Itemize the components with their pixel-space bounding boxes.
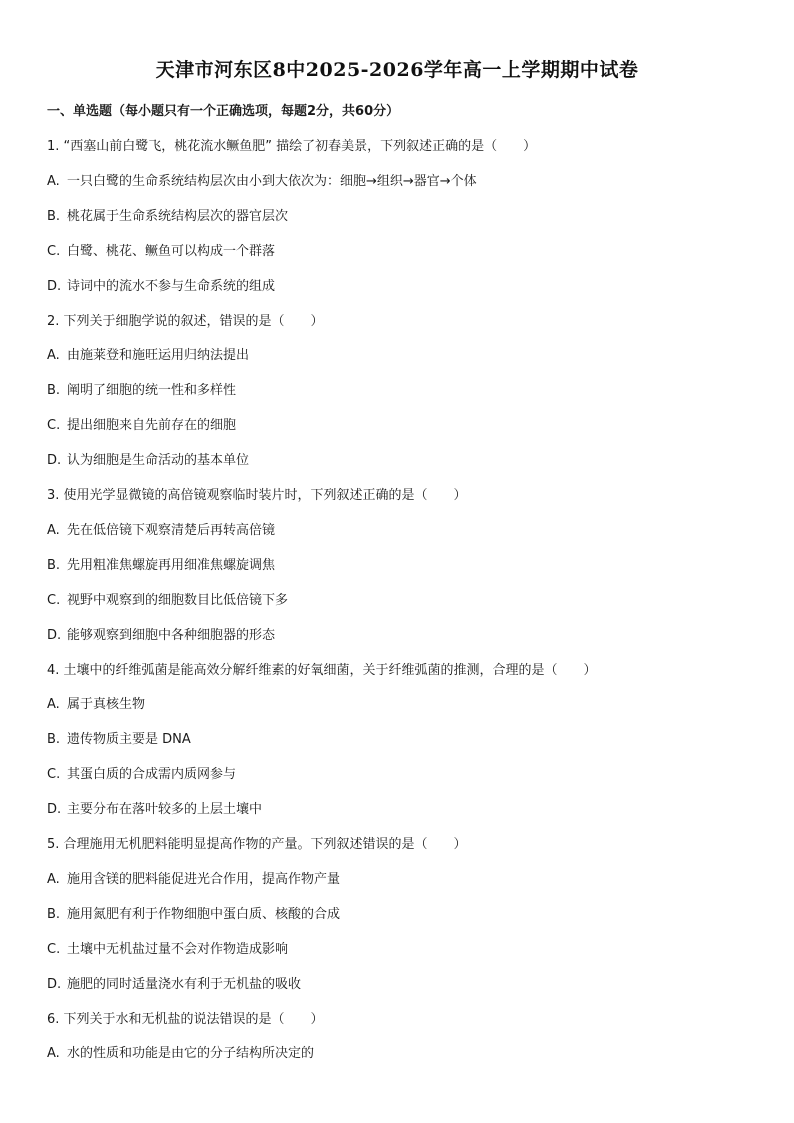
option-text: 一只白鹭的生命系统结构层次由小到大依次为：细胞→组织→器官→个体 bbox=[67, 174, 477, 189]
option-text: 视野中观察到的细胞数目比低倍镜下多 bbox=[67, 593, 289, 608]
option-letter: B. bbox=[47, 732, 61, 747]
option-letter: B. bbox=[47, 209, 61, 224]
option-letter: A. bbox=[47, 174, 60, 189]
question-1-option-a bbox=[47, 173, 477, 191]
question-2-option-b bbox=[47, 382, 236, 400]
option-letter: D. bbox=[47, 453, 62, 468]
option-text: 主要分布在落叶较多的上层土壤中 bbox=[67, 802, 263, 817]
question-5-option-d bbox=[47, 976, 301, 994]
section-heading-label: 一、单选题 bbox=[47, 104, 113, 119]
option-letter: B. bbox=[47, 383, 61, 398]
option-text: 白鹭、桃花、鳜鱼可以构成一个群落 bbox=[67, 244, 276, 259]
option-letter: D. bbox=[47, 279, 62, 294]
option-text: 施用氮肥有利于作物细胞中蛋白质、核酸的合成 bbox=[67, 907, 341, 922]
option-letter: C. bbox=[47, 942, 61, 957]
question-5-option-a bbox=[47, 871, 340, 889]
option-text: 先在低倍镜下观察清楚后再转高倍镜 bbox=[67, 523, 276, 538]
option-letter: A. bbox=[47, 872, 60, 887]
question-5-option-b bbox=[47, 906, 340, 924]
section-heading bbox=[47, 103, 399, 121]
question-6-option-a bbox=[47, 1045, 314, 1063]
option-text: 遗传物质主要是 DNA bbox=[67, 732, 191, 747]
question-3-option-b bbox=[47, 557, 275, 575]
option-letter: B. bbox=[47, 558, 61, 573]
option-text: 诗词中的流水不参与生命系统的组成 bbox=[67, 279, 276, 294]
option-letter: A. bbox=[47, 697, 60, 712]
question-stem-3: 3. 使用光学显微镜的高倍镜观察临时装片时，下列叙述正确的是（ ） bbox=[47, 488, 467, 503]
option-text: 土壤中无机盐过量不会对作物造成影响 bbox=[67, 942, 289, 957]
option-letter: D. bbox=[47, 802, 62, 817]
question-5-option-c bbox=[47, 941, 288, 959]
section-note: （每小题只有一个正确选项，每题2分，共60分） bbox=[112, 104, 400, 119]
option-letter: A. bbox=[47, 1046, 60, 1061]
question-1-option-c bbox=[47, 243, 275, 261]
option-letter: D. bbox=[47, 977, 62, 992]
question-4-option-b bbox=[47, 731, 191, 749]
option-letter: C. bbox=[47, 593, 61, 608]
question-2-option-c bbox=[47, 417, 236, 435]
question-2-option-a bbox=[47, 347, 249, 365]
question-stem-4: 4. 土壤中的纤维弧菌是能高效分解纤维素的好氧细菌，关于纤维弧菌的推测，合理的是（ ） bbox=[47, 663, 597, 678]
option-letter: B. bbox=[47, 907, 61, 922]
option-letter: C. bbox=[47, 244, 61, 259]
question-1-option-b bbox=[47, 208, 288, 226]
option-text: 提出细胞来自先前存在的细胞 bbox=[67, 418, 237, 433]
option-text: 水的性质和功能是由它的分子结构所决定的 bbox=[67, 1046, 315, 1061]
question-4-option-d bbox=[47, 801, 262, 819]
page-title: 天津市河东区8中2025-2026学年高一上学期期中试卷 bbox=[155, 59, 639, 81]
option-text: 阐明了细胞的统一性和多样性 bbox=[67, 383, 237, 398]
question-2-option-d bbox=[47, 452, 249, 470]
option-text: 属于真核生物 bbox=[67, 697, 146, 712]
option-text: 能够观察到细胞中各种细胞器的形态 bbox=[67, 628, 276, 643]
option-text: 先用粗准焦螺旋再用细准焦螺旋调焦 bbox=[67, 558, 276, 573]
option-text: 由施莱登和施旺运用归纳法提出 bbox=[67, 348, 250, 363]
question-1-option-d bbox=[47, 278, 275, 296]
option-letter: C. bbox=[47, 767, 61, 782]
option-letter: C. bbox=[47, 418, 61, 433]
option-text: 认为细胞是生命活动的基本单位 bbox=[67, 453, 250, 468]
question-4-option-c bbox=[47, 766, 236, 784]
option-letter: D. bbox=[47, 628, 62, 643]
question-stem-5: 5. 合理施用无机肥料能明显提高作物的产量。下列叙述错误的是（ ） bbox=[47, 837, 467, 852]
option-text: 其蛋白质的合成需内质网参与 bbox=[67, 767, 237, 782]
question-3-option-d bbox=[47, 627, 275, 645]
option-text: 施用含镁的肥料能促进光合作用，提高作物产量 bbox=[67, 872, 341, 887]
question-stem-1: 1. “西塞山前白鹭飞，桃花流水鳜鱼肥” 描绘了初春美景，下列叙述正确的是（ ） bbox=[47, 139, 537, 154]
option-text: 桃花属于生命系统结构层次的器官层次 bbox=[67, 209, 289, 224]
option-text: 施肥的同时适量浇水有利于无机盐的吸收 bbox=[67, 977, 302, 992]
question-4-option-a bbox=[47, 696, 145, 714]
question-3-option-c bbox=[47, 592, 288, 610]
question-stem-6: 6. 下列关于水和无机盐的说法错误的是（ ） bbox=[47, 1012, 324, 1027]
option-letter: A. bbox=[47, 348, 60, 363]
question-3-option-a bbox=[47, 522, 275, 540]
question-stem-2: 2. 下列关于细胞学说的叙述，错误的是（ ） bbox=[47, 314, 324, 329]
option-letter: A. bbox=[47, 523, 60, 538]
